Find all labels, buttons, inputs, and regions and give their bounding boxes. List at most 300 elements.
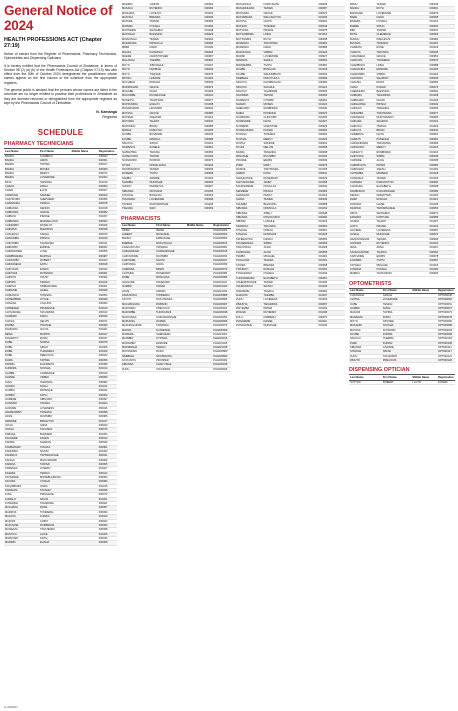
registration-cell: 000962 [429, 133, 456, 137]
header-middle-name: Middle Name [412, 288, 437, 293]
registration-cell: 000920 [204, 181, 232, 185]
registration-cell: 000973 [204, 159, 232, 163]
last-name-cell: CHIKOMBA [4, 241, 39, 245]
last-name-cell: NHAMO [235, 102, 263, 106]
last-name-cell: NYAMANDE [235, 120, 263, 124]
registration-cell: 001025 [318, 233, 346, 237]
first-name-cell: MANDLA [149, 137, 177, 141]
registration-cell: 000942 [318, 72, 346, 76]
registration-cell: 000914 [98, 471, 117, 475]
registration-cell: 001010 [98, 237, 117, 241]
last-name-cell: NGORIMA [235, 94, 263, 98]
first-name-cell: TAPIWA [376, 29, 403, 33]
last-name-cell: KANGAI [4, 458, 39, 462]
last-name-cell: CHIKOWORE [121, 254, 155, 258]
last-name-cell: MARIMO [4, 541, 39, 545]
first-name-cell: DOROTHY [149, 128, 177, 132]
last-name-cell: NYONI [235, 146, 263, 150]
registration-cell: 000843 [98, 154, 117, 158]
last-name-cell: JACHI [4, 423, 39, 427]
first-name-cell: AMOS [39, 158, 71, 162]
first-name-cell: SIPHO [376, 24, 403, 28]
registration-cell: 001032 [318, 272, 346, 276]
registration-cell: PHA000892 [212, 354, 231, 358]
last-name-cell: NYAMBIRI [235, 124, 263, 128]
first-name-cell: EUNICE [39, 245, 71, 249]
last-name-cell: MUTANDWA [121, 350, 155, 354]
registration-cell: 001019 [318, 207, 346, 211]
last-name-cell: CHIBAYA [4, 215, 39, 219]
first-name-cell: ZWELI [263, 211, 291, 215]
registration-cell: OPT000061 [437, 302, 455, 306]
first-name-cell: GRACE [376, 55, 403, 59]
registration-cell: 000939 [204, 81, 232, 85]
schedule-heading: SCHEDULE [37, 128, 84, 138]
last-name-cell: SHOKO [121, 185, 149, 189]
last-name-cell: KAMUNDA [4, 450, 39, 454]
first-name-cell: TATENDA [263, 24, 291, 28]
first-name-cell: ROBERT [382, 380, 412, 384]
last-name-cell: MUDZINGWA [121, 85, 149, 89]
last-name-cell: SIBANDA [121, 189, 149, 193]
registration-cell: 001013 [98, 306, 117, 310]
registration-cell: 000957 [318, 7, 346, 11]
first-name-cell: HAZEL [376, 202, 403, 206]
registration-cell: 000948 [318, 211, 346, 215]
last-name-cell: CHADA [4, 185, 39, 189]
last-name-cell: CHIGWADA [349, 115, 376, 119]
register-table [235, 3, 345, 329]
header-first-name: First Name [382, 288, 412, 293]
first-name-cell: ELIZABETH [39, 363, 71, 367]
registration-cell: 000969 [98, 297, 117, 301]
registration-cell: PHA000979 [212, 324, 231, 328]
registration-cell: 000962 [318, 42, 346, 46]
last-name-cell: MUTSAMBIWA [235, 33, 263, 37]
registration-cell: 000935 [204, 16, 232, 20]
registration-cell: 000995 [98, 463, 117, 467]
first-name-cell: LINDA [376, 63, 403, 67]
registration-cell: 000975 [204, 72, 232, 76]
registration-cell: 001034 [318, 298, 346, 302]
last-name-cell: MHERE [121, 55, 149, 59]
first-name-cell: JOHN [263, 246, 291, 250]
registration-cell: 000957 [429, 228, 456, 232]
registration-cell: OPT000108 [437, 341, 455, 345]
registration-cell: 000987 [98, 254, 117, 258]
registration-cell: 000952 [429, 55, 456, 59]
first-name-cell: PRUDENCE [39, 306, 71, 310]
registration-cell: 001016 [429, 146, 456, 150]
registration-cell: 000950 [98, 376, 117, 380]
first-name-cell: SHINGI [263, 285, 291, 289]
last-name-cell: SIBANDA [235, 215, 263, 219]
last-name-cell: MLAMBO [121, 337, 155, 341]
last-name-cell: KATIYO [121, 298, 155, 302]
last-name-cell: PANASHE [235, 155, 263, 159]
notice-paragraph-2: It is hereby notified that the Pharmacists Council of Zimbabwe, in terms of Section 98 (2) (a) (b) of the Health Professions Act (Chapter 27:19) has with effect from the 30th of October 2024 deregistered the practitioners whose names appear on the first column of the schedule from the appropriate registers. [4, 63, 117, 85]
last-name-cell: GAMBE [4, 371, 39, 375]
first-name-cell: KUDZAI [39, 515, 71, 519]
registration-cell: 000912 [98, 436, 117, 440]
first-name-cell: RUVIMBO [263, 155, 291, 159]
last-name-cell: BANDA [4, 167, 39, 171]
first-name-cell: FAITH [376, 133, 403, 137]
first-name-cell: ZANELE [149, 146, 177, 150]
first-name-cell: FAITH [39, 393, 71, 397]
first-name-cell: LOVEMORE [149, 198, 177, 202]
registration-cell: PHA000984 [212, 272, 231, 276]
last-name-cell: CHIPERE [349, 159, 376, 163]
last-name-cell: CHIBANDA [4, 211, 39, 215]
first-name-cell: PRISCA [263, 189, 291, 193]
last-name-cell: SANYANGORE [235, 181, 263, 185]
first-name-cell: RUTENDO [376, 241, 403, 245]
last-name-cell: CHIDEMBO [4, 224, 39, 228]
first-name-cell: NOMATTER [376, 194, 403, 198]
first-name-cell: ROSE [39, 506, 71, 510]
first-name-cell: SHINGIRAI [149, 29, 177, 33]
header-first-name: First Name [382, 375, 412, 380]
registration-cell: 001018 [318, 68, 346, 72]
last-name-cell: NYAMAYARO [121, 155, 149, 159]
middle-name-cell [176, 207, 204, 211]
first-name-cell: SAMUEL [39, 193, 71, 197]
last-name-cell: DANDARA [4, 328, 39, 332]
first-name-cell: LINDA [39, 484, 71, 488]
header-last-name: Last Name [349, 375, 382, 380]
registration-cell: 001012 [204, 115, 232, 119]
registration-cell: 000977 [204, 98, 232, 102]
first-name-cell: JOYCE [39, 297, 71, 301]
last-name-cell: USHEWOKUNZE [235, 281, 263, 285]
signature-block [4, 110, 117, 119]
first-name-cell: RONALD [376, 198, 403, 202]
first-name-cell: CLEMENCE [39, 371, 71, 375]
notice-paragraph-1: Notice of extract from the Register of Pharmacists, Pharmacy Technicians, Optometrists and Dispensing Opticians [4, 52, 117, 61]
last-name-cell: GAVHURE [121, 280, 155, 284]
first-name-cell: STANLEY [39, 489, 71, 493]
last-name-cell: CHAURA [349, 81, 376, 85]
first-name-cell: ELISHA [39, 541, 71, 545]
last-name-cell: MASOKA [121, 16, 149, 20]
last-name-cell: MUTASA [235, 20, 263, 24]
first-name-cell: VONGAI [39, 480, 71, 484]
registration-cell: 000950 [429, 181, 456, 185]
first-name-cell: TAWANDA [155, 324, 186, 328]
first-name-cell: FARAI [263, 46, 291, 50]
registration-cell: 001000 [318, 115, 346, 119]
last-name-cell: DZAPASI [349, 207, 376, 211]
last-name-cell: ZVAVAMWE [235, 320, 263, 324]
registration-cell: 000908 [204, 198, 232, 202]
registration-cell: OPT000121 [437, 354, 455, 358]
registration-cell: 001004 [429, 194, 456, 198]
first-name-cell: SIPHO [39, 345, 71, 349]
register-table [349, 3, 455, 277]
last-name-cell: CHADYA [349, 50, 376, 54]
last-name-cell: SIMANGO [235, 224, 263, 228]
first-name-cell: TAWANDA [39, 380, 71, 384]
registration-cell: 000960 [318, 128, 346, 132]
first-name-cell: SIPHIWE [263, 142, 291, 146]
last-name-cell: MADONDO [121, 306, 155, 310]
last-name-cell: KAWADZA [4, 489, 39, 493]
registration-cell: 000966 [98, 458, 117, 462]
registration-cell: 001009 [318, 307, 346, 311]
first-name-cell: BUSISIWE [149, 133, 177, 137]
registration-cell: 000919 [98, 371, 117, 375]
first-name-cell: EMMANUEL [155, 237, 186, 241]
first-name-cell: NKOSANA [149, 189, 177, 193]
last-name-cell: MASHAVA [121, 11, 149, 15]
last-name-cell: NHIRA [235, 111, 263, 115]
last-name-cell: BHEBE [349, 24, 376, 28]
first-name-cell: TAKUNDA [39, 428, 71, 432]
last-name-cell: MPOFU [121, 76, 149, 80]
registration-cell: 000978 [318, 29, 346, 33]
last-name-cell: MATINDIKE [121, 29, 149, 33]
registration-cell: 000965 [204, 20, 232, 24]
first-name-cell: LOVENESS [39, 406, 71, 410]
last-name-cell: MUSARURWA [121, 107, 149, 111]
last-name-cell: KUMALO [4, 497, 39, 501]
registration-cell: 000954 [98, 293, 117, 297]
first-name-cell: TSITSI [149, 172, 177, 176]
registration-cell: 001030 [204, 46, 232, 50]
registration-cell: 000992 [98, 276, 117, 280]
first-name-cell: DARLINGTON [376, 181, 403, 185]
first-name-cell: TINOTENDA [376, 111, 403, 115]
last-name-cell: CHIYANGWA [4, 311, 39, 315]
header-middle-name: Middle Name [186, 223, 212, 228]
first-name-cell: SIPHIWE [382, 319, 412, 323]
last-name-cell: NDEBELE [121, 354, 155, 358]
registration-cell: 000997 [429, 259, 456, 263]
first-name-cell: TAFADZWA [376, 94, 403, 98]
last-name-cell: NDLOVU [235, 89, 263, 93]
registration-cell: 001037 [98, 215, 117, 219]
table-row [121, 207, 231, 211]
last-name-cell: MHLANGA [121, 59, 149, 63]
last-name-cell: SIBINDI [235, 220, 263, 224]
last-name-cell: MAZARURA [121, 42, 149, 46]
last-name-cell: MAGAYA [4, 515, 39, 519]
last-name-cell: ZIMUNYA [235, 302, 263, 306]
last-name-cell: GURURE [4, 406, 39, 410]
last-name-cell: CHIGWADA [349, 293, 382, 297]
last-name-cell: FARAWO [349, 215, 376, 219]
registration-cell: 000949 [98, 441, 117, 445]
first-name-cell: FADZAI [263, 237, 291, 241]
first-name-cell: NOKUTHULA [263, 76, 291, 80]
last-name-cell: MUSONZA [235, 11, 263, 15]
registration-cell: 001008 [429, 94, 456, 98]
registration-cell: 001014 [98, 367, 117, 371]
first-name-cell: TALENT [376, 220, 403, 224]
header-middle-name: Middle Name [412, 375, 437, 380]
registration-cell: 000981 [98, 445, 117, 449]
registration-cell: PHA000951 [212, 315, 231, 319]
last-name-cell: BANDA [4, 163, 39, 167]
registration-cell: 001025 [204, 128, 232, 132]
registration-cell: 001005 [98, 345, 117, 349]
first-name-cell: RUMBIDZAI [39, 523, 71, 527]
first-name-cell: TONDERAI [376, 59, 403, 63]
first-name-cell: MUNYARADZI [376, 115, 403, 119]
first-name-cell: ROSEMARY [263, 176, 291, 180]
registration-cell: 000993 [429, 237, 456, 241]
first-name-cell: KUDZAI [382, 341, 412, 345]
table-row [349, 359, 455, 363]
registration-cell: 000990 [98, 510, 117, 514]
first-name-cell: RONALD [149, 81, 177, 85]
registration-cell: 000938 [318, 37, 346, 41]
last-name-cell: BANDA [121, 237, 155, 241]
last-name-cell: CHIMEDZA [349, 133, 376, 137]
last-name-cell: CHIVASA [4, 302, 39, 306]
first-name-cell: KUDAKWASHE [376, 189, 403, 193]
last-name-cell: HATENDI [349, 241, 376, 245]
last-name-cell: MUCHENA [121, 81, 149, 85]
last-name-cell: MUGABE [121, 89, 149, 93]
first-name-cell: FAITH [39, 536, 71, 540]
registration-cell: PHA001001 [212, 332, 231, 336]
first-name-cell: TAPIWA [149, 155, 177, 159]
registration-cell: 001022 [204, 11, 232, 15]
registration-cell: 000944 [429, 128, 456, 132]
first-name-cell: MERCY [376, 146, 403, 150]
first-name-cell: TINOTENDA [263, 168, 291, 172]
first-name-cell: FARAI [39, 185, 71, 189]
registration-cell: 001007 [429, 220, 456, 224]
first-name-cell: TAPIWA [263, 94, 291, 98]
first-name-cell: MUNASHE [376, 233, 403, 237]
registration-cell: OPT000089 [437, 324, 455, 328]
registration-cell: 000984 [429, 37, 456, 41]
registration-cell: 000903 [98, 185, 117, 189]
last-name-cell: VHURUMUKU [235, 285, 263, 289]
first-name-cell: FARAI [376, 16, 403, 20]
registration-cell: 000966 [429, 33, 456, 37]
registration-cell: 000923 [98, 354, 117, 358]
registration-cell: OPT000098 [437, 332, 455, 336]
registration-cell: PHA000990 [212, 328, 231, 332]
registration-cell: 000967 [204, 55, 232, 59]
last-name-cell: CHIGUMBA [4, 237, 39, 241]
last-name-cell: SIBANDA [235, 211, 263, 215]
last-name-cell: KADIRA [4, 441, 39, 445]
first-name-cell: LOVEMORE [382, 298, 412, 302]
last-name-cell: MATIZA [121, 328, 155, 332]
last-name-cell: NHEKAIRO [235, 107, 263, 111]
registration-cell: 000940 [98, 423, 117, 427]
registration-cell: 000958 [98, 410, 117, 414]
first-name-cell: PERPETUA [149, 185, 177, 189]
registration-cell: 000951 [204, 146, 232, 150]
last-name-cell: NYAMUZIHWA [235, 128, 263, 132]
first-name-cell: ROBSON [155, 302, 186, 306]
first-name-cell: DUMISANI [263, 233, 291, 237]
first-name-cell: NOMALANGA [149, 163, 177, 167]
registration-cell: 000927 [318, 55, 346, 59]
last-name-cell: NGWENYA [235, 98, 263, 102]
last-name-cell: MUNETSI [121, 98, 149, 102]
first-name-cell: TATENDA [39, 293, 71, 297]
register-table [4, 148, 117, 545]
first-name-cell: THEMBA [382, 337, 412, 341]
section-pharmacists: PHARMACISTS [121, 215, 161, 222]
first-name-cell: TENDAI [263, 7, 291, 11]
first-name-cell: EDMORE [376, 68, 403, 72]
first-name-cell: TANAKA [263, 289, 291, 293]
registration-cell: 001024 [429, 224, 456, 228]
registration-cell: 000957 [98, 506, 117, 510]
last-name-cell: HAMADZIRIPI [4, 410, 39, 414]
registration-cell: 001031 [204, 142, 232, 146]
last-name-cell: KUFA [4, 493, 39, 497]
last-name-cell: KABASA [4, 432, 39, 436]
last-name-cell: SHAVA [235, 198, 263, 202]
first-name-cell: EDMORE [155, 341, 186, 345]
footer-tag: sz-0002024 [4, 706, 18, 709]
first-name-cell: ELIZABETH [376, 185, 403, 189]
first-name-cell: KUZIVAKWASHE [155, 315, 186, 319]
register-table [349, 288, 455, 364]
register-table [349, 374, 455, 385]
registration-cell: 001024 [318, 102, 346, 106]
header-last-name: Last Name [121, 223, 155, 228]
last-name-cell: CHIWARA [349, 181, 376, 185]
first-name-cell: TAPIWA [39, 163, 71, 167]
registration-cell: 001000 [204, 24, 232, 28]
last-name-cell: MANYIKA [4, 532, 39, 536]
first-name-cell: TARIRO [155, 289, 186, 293]
registration-cell: 001004 [318, 267, 346, 271]
first-name-cell: PRAISE [39, 215, 71, 219]
registration-cell: PHA000966 [212, 319, 231, 323]
first-name-cell: SIBONGILE [149, 63, 177, 67]
last-name-cell: MWALE [121, 128, 149, 132]
signatory-title: Registrar [102, 114, 117, 119]
first-name-cell: MARTHA [39, 254, 71, 258]
first-name-cell: TATENDA [39, 410, 71, 414]
registration-cell: 001011 [98, 384, 117, 388]
first-name-cell: THEMBA [149, 59, 177, 63]
registration-cell: 000931 [318, 142, 346, 146]
last-name-cell: CHISANGO [4, 293, 39, 297]
last-name-cell: CHITSIKE [121, 272, 155, 276]
last-name-cell: ZVINAVASHE [235, 324, 263, 328]
first-name-cell: NYASHA [39, 367, 71, 371]
first-name-cell: RUDO [39, 337, 71, 341]
first-name-cell: EDWIN [263, 159, 291, 163]
registration-cell: 000997 [318, 228, 346, 232]
last-name-cell: SENZERE [235, 189, 263, 193]
registration-cell: 001011 [318, 320, 346, 324]
registration-cell: 000956 [429, 81, 456, 85]
registration-cell: 000907 [204, 185, 232, 189]
first-name-cell: JANET [263, 181, 291, 185]
last-name-cell: CHIRIGO [4, 284, 39, 288]
first-name-cell: ROSEMARY [155, 272, 186, 276]
last-name-cell: ZHOU [349, 354, 382, 358]
registration-cell: 001014 [429, 20, 456, 24]
first-name-cell: FARAI [39, 315, 71, 319]
first-name-cell: SIMBARASHE [39, 284, 71, 288]
first-name-cell: JUNIOR [149, 3, 177, 7]
last-name-cell: MAKONI [4, 519, 39, 523]
